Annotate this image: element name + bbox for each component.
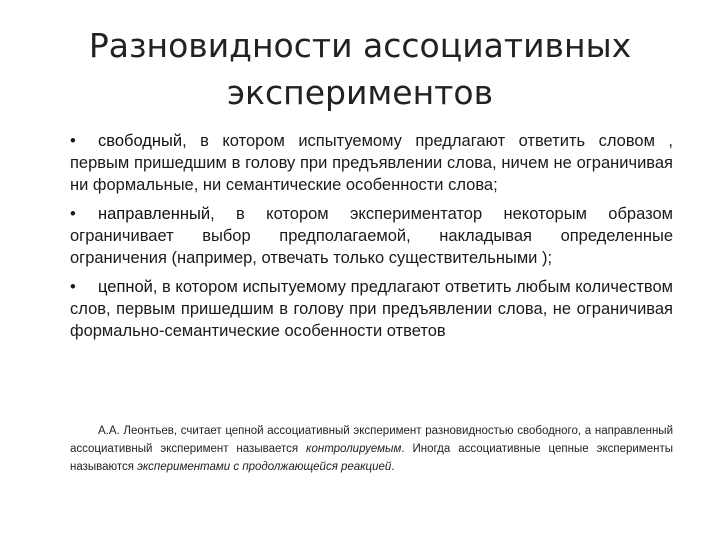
bullet-text-chain: , в котором испытуемому предлагают ответить любым количеством слов, первым пришедшим в голову при предъявлении слова, не ограничивая формально-семантические особенности ответов [70, 278, 674, 340]
slide-title: Разновидности ассоциативных экспериментов [88, 26, 632, 112]
footnote-text-2: . Иногда ассоциативные цепные эксперименты называются [70, 442, 673, 473]
footnote-italic-continuing: экспериментами с продолжающейся реакцией [137, 460, 392, 473]
term-chain: цепной [98, 278, 153, 296]
bullet-list [70, 130, 673, 342]
bullet-marker: • [70, 132, 76, 150]
term-free: свободный [98, 132, 183, 150]
bullet-item-directed [70, 203, 673, 269]
footnote-italic-controlled: контролируемым [306, 442, 402, 455]
footnote-text-3: . [391, 460, 395, 473]
bullet-text-directed: , в котором экспериментатор некоторым образом ограничивает выбор предполагаемой, накладывая определенные ограничения (например, отвечать только существительными ); [70, 205, 673, 267]
bullet-marker: • [70, 205, 76, 223]
bullet-item-free [70, 130, 673, 196]
term-directed: направленный [98, 205, 211, 223]
bullet-marker: • [70, 278, 76, 296]
footnote-text-1: А.А. Леонтьев, считает цепной ассоциативный эксперимент разновидностью свободного, а направленный ассоциативный эксперимент называется [70, 424, 673, 455]
footnote [70, 422, 673, 476]
bullet-text-free: , в котором испытуемому предлагают ответить словом , первым пришедшим в голову при предъявлении слова, ничем не ограничивая ни формальные, ни семантические особенности слова; [70, 132, 673, 194]
bullet-item-chain [70, 276, 673, 342]
